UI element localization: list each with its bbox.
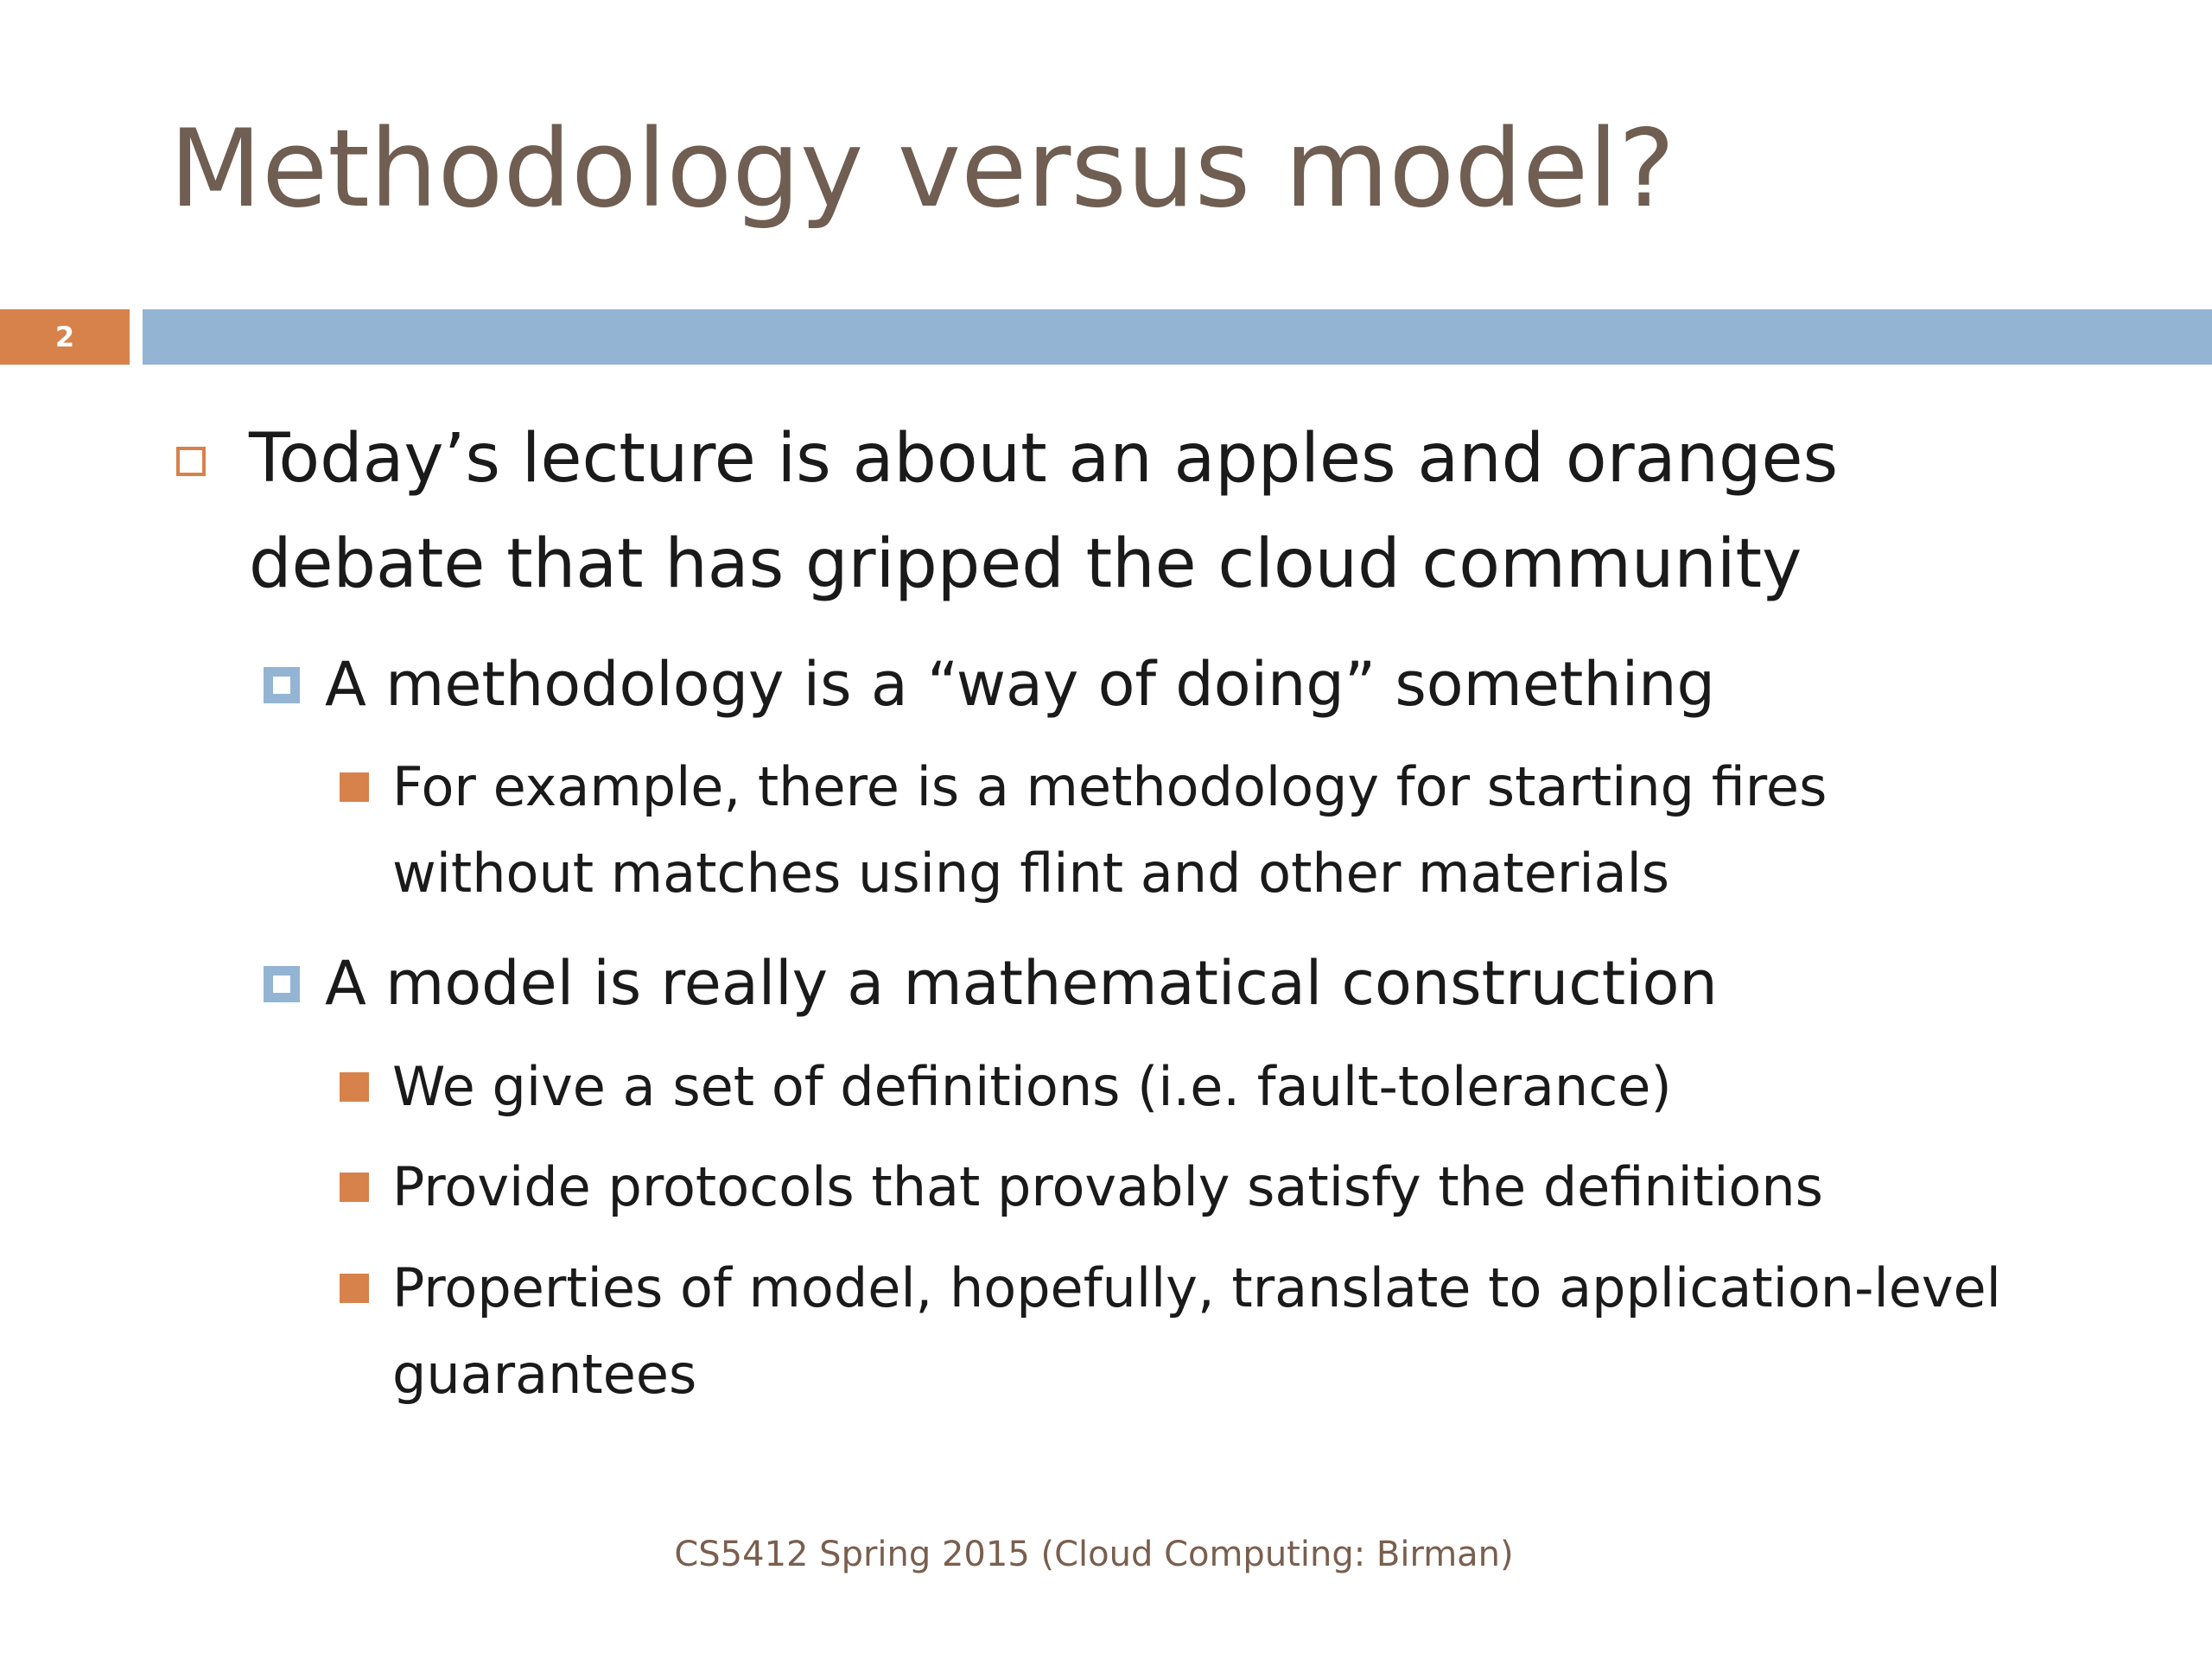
bullet-level2: A model is really a mathematical construction [325,948,1718,1019]
footer-text: CS5412 Spring 2015 (Cloud Computing: Birman) [674,1535,1514,1574]
filled-square-bullet-icon [340,1072,369,1102]
filled-square-bullet-icon [340,1173,369,1202]
blue-framed-square-bullet-icon [264,966,300,1002]
bullet-level1: Today’s lecture is about an apples and oranges debate that has gripped the cloud community [249,420,1839,603]
bullet-level2: A methodology is a “way of doing” something [325,649,1715,720]
hollow-square-bullet-icon [176,447,206,476]
bullet-level3: We give a set of definitions (i.e. fault-tolerance) [392,1055,1672,1118]
filled-square-bullet-icon [340,1274,369,1303]
blue-framed-square-bullet-icon [264,667,300,703]
bullet-level3: Provide protocols that provably satisfy the definitions [392,1155,1823,1218]
slide-number: 2 [54,321,75,353]
bullet-level3: Properties of model, hopefully, translate to application-level guarantees [392,1256,2001,1406]
bullet-level3: For example, there is a methodology for starting fires without matches using flint and other materials [392,755,1827,905]
slide-footer [0,1535,2212,1574]
slide-title: Methodology versus model? [169,107,1675,232]
filled-square-bullet-icon [340,772,369,802]
